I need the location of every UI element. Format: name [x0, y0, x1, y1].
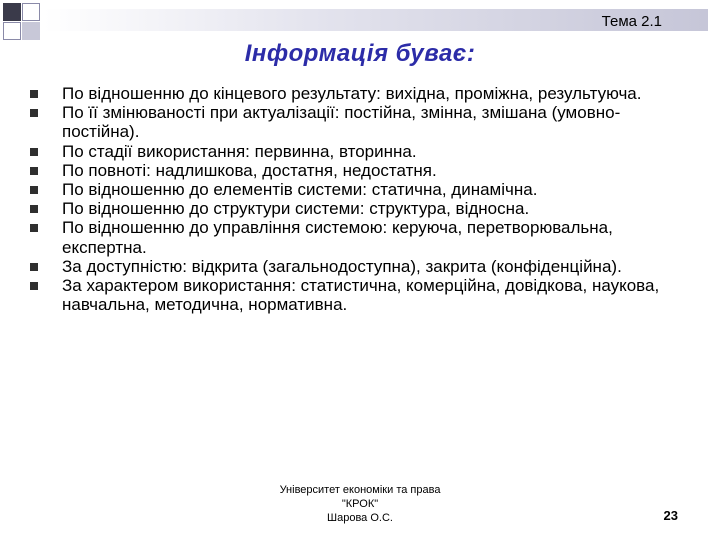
list-item — [26, 180, 686, 199]
bullet-list — [26, 84, 686, 314]
footer-university: Університет економіки та права — [279, 484, 441, 496]
square-bullet-icon — [30, 148, 38, 156]
footer-credits — [250, 483, 470, 525]
square-bullet-icon — [30, 263, 38, 271]
list-item-text: По відношенню до кінцевого результату: вихідна, проміжна, результуюча. — [62, 84, 642, 103]
deco-square — [22, 22, 40, 40]
list-item-text: За доступністю: відкрита (загальнодоступна), закрита (конфіденційна). — [62, 256, 622, 276]
square-bullet-icon — [30, 205, 38, 213]
square-bullet-icon — [30, 109, 38, 117]
list-item-text: По відношенню до структури системи: структура, відносна. — [62, 199, 530, 219]
footer-university-name: "КРОК" — [341, 498, 379, 510]
list-item — [26, 257, 686, 276]
list-item-text: По відношенню до елементів системи: статична, динамічна. — [62, 180, 538, 200]
list-item-text: За характером використання: статистична, комерційна, довідкова, наукова, навчальна, методична, нормативна. — [62, 276, 660, 315]
square-bullet-icon — [30, 186, 38, 194]
topic-label: Тема 2.1 — [601, 13, 662, 30]
list-item-text: По її змінюваності при актуалізації: постійна, змінна, змішана (умовно-постійна). — [62, 103, 621, 142]
list-item — [26, 199, 686, 218]
list-item — [26, 103, 686, 141]
list-item-text: По відношенню до управління системою: керуюча, перетворювальна, експертна. — [62, 218, 613, 257]
list-item — [26, 84, 686, 103]
footer-author: Шарова О.С. — [327, 512, 393, 524]
list-item — [26, 218, 686, 256]
square-bullet-icon — [30, 90, 38, 98]
page-number: 23 — [663, 508, 678, 523]
list-item — [26, 161, 686, 180]
square-bullet-icon — [30, 167, 38, 175]
square-bullet-icon — [30, 224, 38, 232]
deco-square — [22, 3, 40, 21]
deco-square — [3, 22, 21, 40]
list-item — [26, 142, 686, 161]
list-item-text: По повноті: надлишкова, достатня, недостатня. — [62, 160, 437, 180]
slide-title: Інформація буває: — [244, 40, 476, 67]
list-item-text: По стадії використання: первинна, вторинна. — [62, 141, 417, 161]
deco-square — [3, 3, 21, 21]
list-item — [26, 276, 686, 314]
square-bullet-icon — [30, 282, 38, 290]
